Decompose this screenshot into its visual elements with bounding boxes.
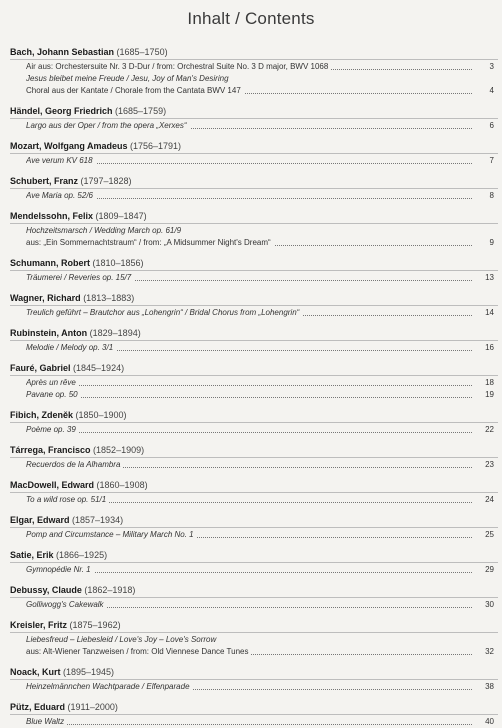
composer-dates: (1895–1945): [60, 667, 115, 677]
page-number: 32: [485, 647, 494, 656]
toc-entry[interactable]: [26, 237, 472, 249]
toc-entry[interactable]: [26, 564, 472, 576]
composer-name: Elgar, Edward: [10, 515, 70, 525]
page-number: 22: [485, 425, 494, 434]
page-number: 9: [489, 238, 494, 247]
composer-heading: [10, 46, 498, 60]
toc-entry[interactable]: [26, 681, 472, 693]
composer-dates: (1911–2000): [65, 702, 118, 712]
composer-dates: (1875–1962): [67, 620, 121, 630]
entry-title: Treulich geführt – Brautchor aus „Lohengrin“ / Bridal Chorus from „Lohengrin“: [26, 308, 302, 317]
toc-entry[interactable]: [26, 155, 472, 167]
composer-name: Fibich, Zdeněk: [10, 410, 74, 420]
entry-title: Après un rêve: [26, 378, 79, 387]
composer-name: Bach, Johann Sebastian: [10, 47, 115, 57]
composer-heading: [10, 701, 498, 715]
entry-title: Träumerei / Reveries op. 15/7: [26, 273, 134, 282]
entry-title: aus: Alt-Wiener Tanzweisen / from: Old Viennese Dance Tunes: [26, 647, 251, 656]
composer-dates: (1810–1856): [90, 258, 144, 268]
toc-entry[interactable]: [26, 225, 472, 237]
page-number: 3: [489, 62, 494, 71]
toc-entry[interactable]: [26, 190, 472, 202]
composer-heading: [10, 409, 498, 423]
entry-title: Gymnopédie Nr. 1: [26, 565, 94, 574]
page-number: 25: [485, 530, 494, 539]
entry-title: Recuerdos de la Alhambra: [26, 460, 123, 469]
page-number: 16: [485, 343, 494, 352]
page-number: 24: [485, 495, 494, 504]
page-number: 40: [485, 717, 494, 726]
composer-heading: [10, 362, 498, 376]
page-number: 4: [489, 86, 494, 95]
toc-entry[interactable]: [26, 424, 472, 436]
entry-title: Ave Maria op. 52/6: [26, 191, 96, 200]
entry-title: Melodie / Melody op. 3/1: [26, 343, 116, 352]
toc-entry[interactable]: [26, 85, 472, 97]
dot-leader: [26, 385, 472, 386]
composer-name: Mendelssohn, Felix: [10, 211, 94, 221]
toc-entry[interactable]: [26, 716, 472, 728]
toc-entry[interactable]: [26, 529, 472, 541]
composer-name: Mozart, Wolfgang Amadeus: [10, 141, 128, 151]
page-number: 23: [485, 460, 494, 469]
page-title: Inhalt / Contents: [187, 9, 315, 28]
composer-dates: (1756–1791): [127, 141, 182, 151]
composer-name: Pütz, Eduard: [10, 702, 66, 712]
entry-title: Ave verum KV 618: [26, 156, 96, 165]
composer-heading: [10, 175, 498, 189]
composer-dates: (1809–1847): [93, 211, 147, 221]
composer-dates: (1685–1750): [114, 47, 168, 57]
composer-heading: [10, 292, 498, 306]
composer-name: Satie, Erik: [10, 550, 54, 560]
composer-heading: [10, 619, 498, 633]
page-number: 8: [489, 191, 494, 200]
composer-dates: (1862–1918): [81, 585, 136, 595]
entry-title: Liebesfreud – Liebesleid / Love's Joy – Love's Sorrow: [26, 635, 219, 644]
toc-entry[interactable]: [26, 307, 472, 319]
composer-dates: (1852–1909): [90, 445, 145, 455]
page-number: 30: [485, 600, 494, 609]
entry-title: Air aus: Orchestersuite Nr. 3 D-Dur / from: Orchestral Suite No. 3 D major, BWV 1068: [26, 62, 331, 71]
composer-name: Händel, Georg Friedrich: [10, 106, 113, 116]
page-number: 18: [485, 378, 494, 387]
composer-dates: (1850–1900): [73, 410, 127, 420]
composer-name: Rubinstein, Anton: [10, 328, 88, 338]
page-number: 6: [489, 121, 494, 130]
composer-name: Noack, Kurt: [10, 667, 61, 677]
composer-heading: [10, 444, 498, 458]
toc-entry[interactable]: [26, 272, 472, 284]
composer-dates: (1813–1883): [80, 293, 135, 303]
entry-title: Blue Waltz: [26, 717, 67, 726]
dot-leader: [26, 432, 472, 433]
entry-title: Largo aus der Oper / from the opera „Xerxes“: [26, 121, 190, 130]
toc-entry[interactable]: [26, 73, 472, 85]
composer-name: Schumann, Robert: [10, 258, 91, 268]
page-number: 13: [485, 273, 494, 282]
composer-name: MacDowell, Edward: [10, 480, 95, 490]
entry-title: Heinzelmännchen Wachtparade / Elfenparade: [26, 682, 193, 691]
composer-dates: (1829–1894): [87, 328, 141, 338]
composer-name: Schubert, Franz: [10, 176, 79, 186]
composer-name: Wagner, Richard: [10, 293, 81, 303]
composer-dates: (1857–1934): [69, 515, 124, 525]
dot-leader: [26, 724, 472, 725]
entry-title: Choral aus der Kantate / Chorale from the Cantata BWV 147: [26, 86, 244, 95]
composer-name: Debussy, Claude: [10, 585, 82, 595]
composer-dates: (1860–1908): [94, 480, 148, 490]
entry-title: aus: „Ein Sommernachtstraum“ / from: „A Midsummer Night's Dream“: [26, 238, 274, 247]
composer-heading: [10, 210, 498, 224]
entry-title: Pomp and Circumstance – Military March No. 1: [26, 530, 197, 539]
composer-dates: (1685–1759): [112, 106, 167, 116]
composer-dates: (1845–1924): [70, 363, 125, 373]
composer-heading: [10, 479, 498, 493]
page-number: 7: [489, 156, 494, 165]
composer-heading: [10, 584, 498, 598]
composer-heading: [10, 140, 498, 154]
composer-heading: [10, 514, 498, 528]
composer-name: Fauré, Gabriel: [10, 363, 71, 373]
toc-entry[interactable]: [26, 494, 472, 506]
page-number: 19: [485, 390, 494, 399]
toc-entry[interactable]: [26, 389, 472, 401]
entry-title: Pavane op. 50: [26, 390, 81, 399]
page-number: 38: [485, 682, 494, 691]
toc-entry[interactable]: [26, 120, 472, 132]
composer-heading: [10, 666, 498, 680]
composer-name: Kreisler, Fritz: [10, 620, 68, 630]
toc-entry[interactable]: [26, 61, 472, 73]
entry-title: Golliwogg's Cakewalk: [26, 600, 107, 609]
toc-entry[interactable]: [26, 646, 472, 658]
toc-entry[interactable]: [26, 377, 472, 389]
composer-name: Tárrega, Francisco: [10, 445, 91, 455]
composer-heading: [10, 549, 498, 563]
page-number: 29: [485, 565, 494, 574]
dot-leader: [26, 397, 472, 398]
entry-title: Jesus bleibet meine Freude / Jesu, Joy of Man's Desiring: [26, 74, 232, 83]
toc-entry[interactable]: [26, 459, 472, 471]
entry-title: Hochzeitsmarsch / Wedding March op. 61/9: [26, 226, 184, 235]
composer-heading: [10, 327, 498, 341]
entry-title: Poème op. 39: [26, 425, 79, 434]
composer-heading: [10, 257, 498, 271]
entry-title: To a wild rose op. 51/1: [26, 495, 109, 504]
composer-dates: (1866–1925): [53, 550, 108, 560]
toc-entry[interactable]: [26, 599, 472, 611]
toc-entry[interactable]: [26, 342, 472, 354]
composer-heading: [10, 105, 498, 119]
page-number: 14: [485, 308, 494, 317]
toc-entry[interactable]: [26, 634, 472, 646]
composer-dates: (1797–1828): [78, 176, 132, 186]
